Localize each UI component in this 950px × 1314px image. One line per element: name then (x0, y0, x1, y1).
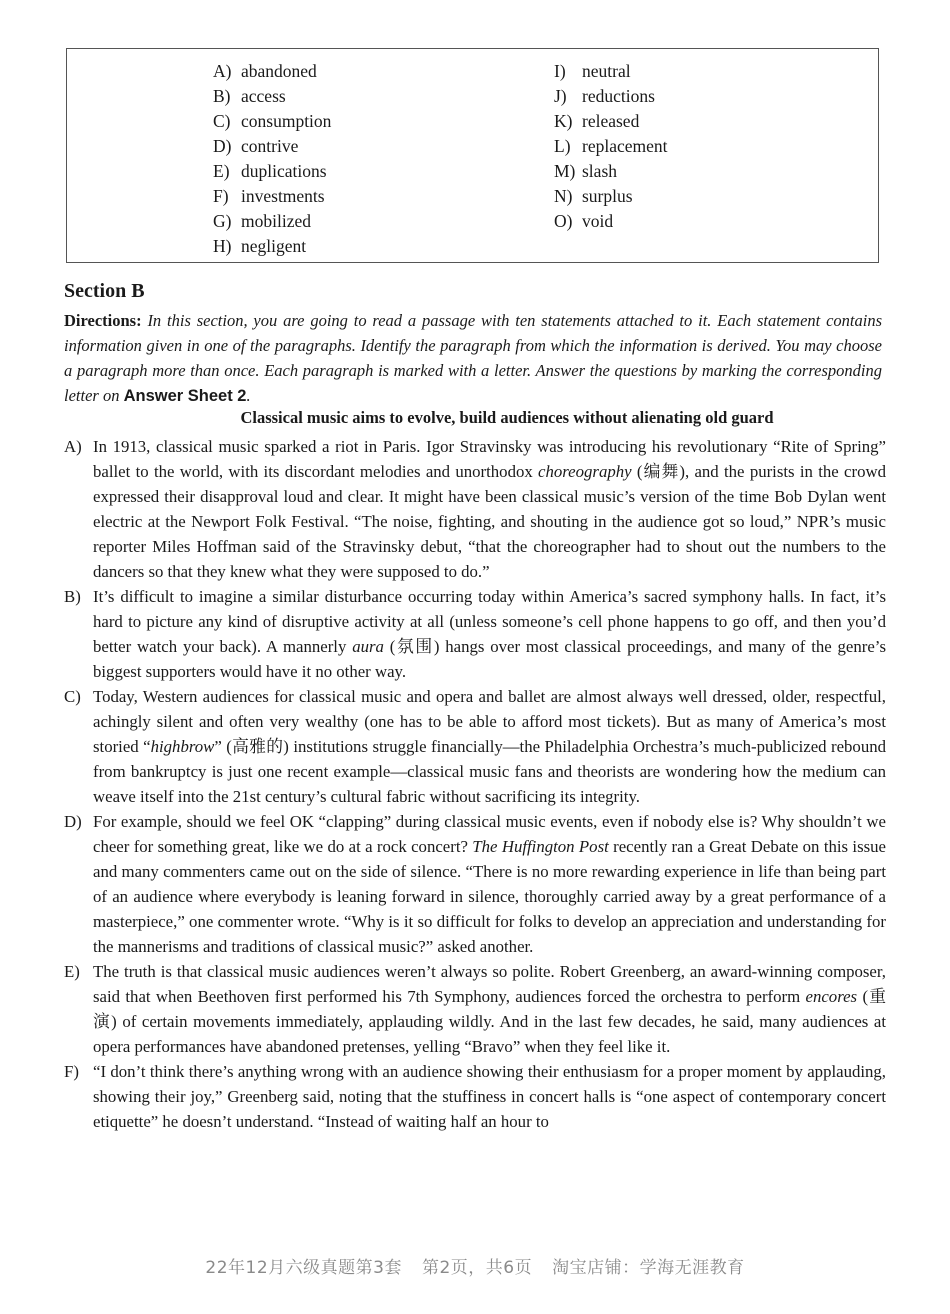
passage-title: Classical music aims to evolve, build audiences without alienating old guard (240, 408, 774, 427)
paragraph-f: F) “I don’t think there’s anything wrong with an audience showing their enthusiasm for a proper moment by applauding, showing their joy,” Greenberg said, noting that the stuffiness in concert halls is “one aspect of contemporary concert etiquette” he doesn’t understand. “Instead of waiting half an hour to (64, 1059, 886, 1134)
footer-exam: 22年12月六级真题第3套 (205, 1258, 402, 1278)
paragraph-letter: F) (64, 1062, 79, 1081)
answer-sheet-label: Answer Sheet 2 (123, 387, 247, 405)
word-bank-right-column (554, 59, 668, 234)
paragraph-letter: E) (64, 962, 80, 981)
word-option: I) neutral (554, 61, 631, 81)
paragraph-d: D) For example, should we feel OK “clapping” during classical music events, even if nobody else is? Why shouldn’t we cheer for something great, like we do at a rock concert? The Huffington Post recently ran a Great Debate on this issue and many commenters came out on the side of silence. “There is no more rewarding experience in life than being part of an audience where everybody is leaning forward in silence, thoroughly carried away by a great performance of a masterpiece,” one commenter wrote. “Why is it so difficult for folks to develop an appreciation and understanding for the mannerisms and traditions of classical music?” asked another. (64, 809, 886, 959)
word-option: E) duplications (213, 161, 327, 181)
word-option: B) access (213, 86, 286, 106)
directions-text: In this section, you are going to read a passage with ten statements attached to it. Each statement contains information given in one of the paragraphs. Identify the paragraph from which the information is derived. You may choose a paragraph more than once. Each paragraph is marked with a letter. Answer the questions by marking the corresponding letter on (64, 311, 882, 405)
paragraph-e: E) The truth is that classical music audiences weren’t always so polite. Robert Greenberg, an award-winning composer, said that when Beethoven first performed his 7th Symphony, audiences forced the orchestra to perform encores (重演) of certain movements immediately, applauding wildly. And in the last few decades, he said, many audiences at opera performances have abandoned pretenses, yelling “Bravo” when they feel like it. (64, 959, 886, 1059)
directions-label: Directions: (64, 311, 142, 330)
word-option: O) void (554, 211, 614, 231)
page-footer (0, 1253, 950, 1278)
paragraph-letter: C) (64, 687, 81, 706)
directions: Directions: In this section, you are going to read a passage with ten statements attached to it. Each statement contains information given in one of the paragraphs. Identify the paragraph from which the information is derived. You may choose a paragraph more than once. Each paragraph is marked with a letter. Answer the questions by marking the corresponding letter on Answer Sheet 2. (64, 311, 882, 405)
word-option: F) investments (213, 186, 325, 206)
paragraph-a: A) In 1913, classical music sparked a riot in Paris. Igor Stravinsky was introducing his revolutionary “Rite of Spring” ballet to the world, with its discordant melodies and unorthodox choreography (编舞), and the purists in the crowd expressed their disapproval loud and clear. It might have been classical music’s version of the time Bob Dylan went electric at the Newport Folk Festival. “The noise, fighting, and shouting in the audience got so loud,” NPR’s music reporter Miles Hoffman said of the Stravinsky debut, “that the choreographer had to shout out the numbers to the dancers so that they knew what they were supposed to do.” (64, 434, 886, 584)
word-option: N) surplus (554, 186, 633, 206)
paragraph-letter: B) (64, 587, 81, 606)
word-option: K) released (554, 111, 640, 131)
paragraph-letter: A) (64, 437, 82, 456)
word-option: L) replacement (554, 136, 668, 156)
word-option: H) negligent (213, 236, 307, 256)
section-title: Section B (64, 280, 145, 302)
word-option: D) contrive (213, 136, 299, 156)
footer-shop: 淘宝店铺：学海无涯教育 (552, 1258, 745, 1278)
paragraph-c: C) Today, Western audiences for classical music and opera and ballet are almost always well dressed, older, respectful, achingly silent and often very wealthy (one has to be able to afford most tickets). But as many of America’s most storied “highbrow” (高雅的) institutions struggle financially—the Philadelphia Orchestra’s much-publicized rebound from bankruptcy is just one recent example—classical music fans and theorists are wondering how the medium can weave itself into the 21st century’s cultural fabric without sacrificing its integrity. (64, 684, 886, 809)
word-option: C) consumption (213, 111, 332, 131)
word-bank-box (66, 48, 879, 263)
paragraph-letter: D) (64, 812, 82, 831)
word-option: M) slash (554, 161, 617, 181)
passage-body (64, 434, 886, 1134)
word-bank-left-column (213, 59, 331, 259)
footer-page-number: 第2页，共6页 (421, 1258, 533, 1278)
word-option: A) abandoned (213, 61, 317, 81)
paragraph-b: B) It’s difficult to imagine a similar disturbance occurring today within America’s sacred symphony halls. In fact, it’s hard to picture any kind of disruptive activity at all (unless someone’s cell phone happens to go off, and then you’d better watch your back). A mannerly aura (氛围) hangs over most classical proceedings, and many of the genre’s biggest supporters would have it no other way. (64, 584, 886, 684)
word-option: J) reductions (554, 86, 655, 106)
word-option: G) mobilized (213, 211, 311, 231)
